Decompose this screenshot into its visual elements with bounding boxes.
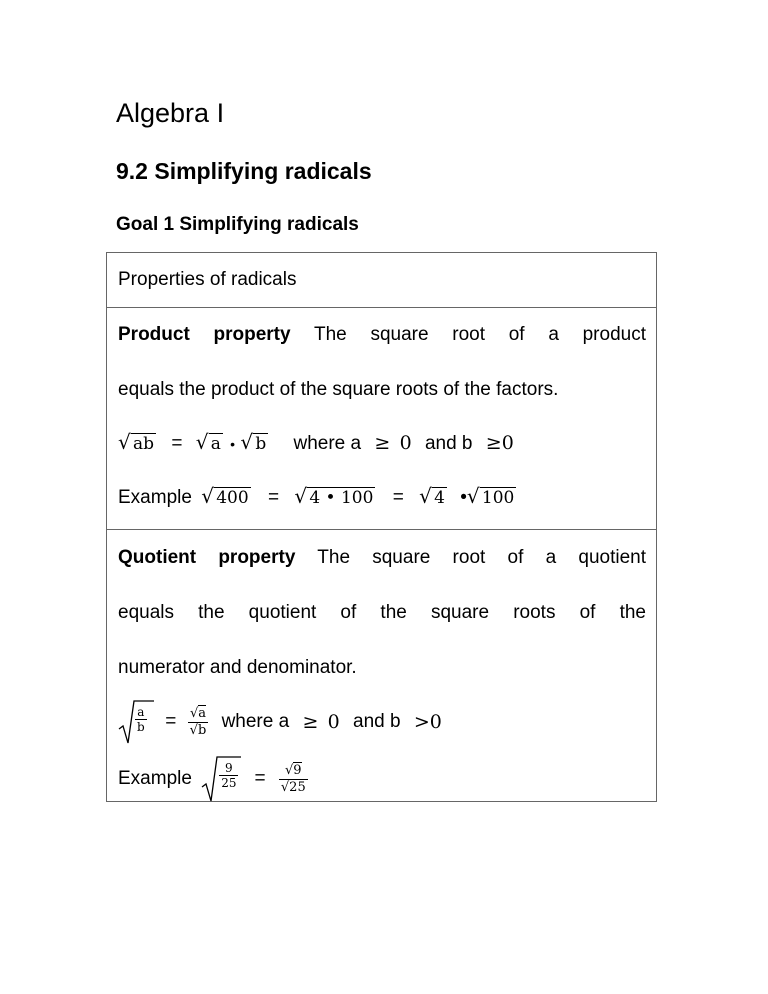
product-desc-line2: equals the product of the square roots of the factors. bbox=[118, 379, 559, 400]
quotient-desc-line2: equals the quotient of the square roots of the bbox=[118, 602, 646, 623]
radical-a: √ a bbox=[195, 430, 221, 454]
radical-4x100: √ 4 • 100 bbox=[294, 484, 374, 508]
quotient-property-cell bbox=[107, 529, 656, 801]
quotient-formula: $\frac{a}{b}$ = $\frac{√a}{√b}$ where a ≥ 0 and b >0 bbox=[118, 699, 442, 745]
quotient-desc-text: The square root of a quotient bbox=[317, 547, 646, 568]
radical-100: √ 100 bbox=[466, 484, 515, 508]
section-title: 9.2 Simplifying radicals bbox=[116, 158, 372, 184]
product-desc-line1 bbox=[118, 324, 646, 346]
radical-b: √ b bbox=[240, 430, 267, 454]
fraction-root9-over-root25: $\frac{√9}{√25}$ bbox=[280, 762, 306, 795]
course-title: Algebra I bbox=[116, 98, 225, 128]
table-header-row bbox=[107, 253, 656, 308]
radical-fraction-9-25: $\frac{9}{25}$ bbox=[201, 755, 241, 803]
product-desc-text: The square root of a product bbox=[313, 324, 646, 345]
product-formula: √ ab = √ a • √ b where a ≥ 0 and b ≥0 bbox=[118, 430, 514, 454]
goal-title: Goal 1 Simplifying radicals bbox=[116, 214, 359, 235]
quotient-desc-line3: numerator and denominator. bbox=[118, 657, 357, 678]
product-property-cell bbox=[107, 307, 656, 530]
radical-fraction-a-b: $\frac{a}{b}$ bbox=[118, 699, 154, 745]
quotient-desc-line1 bbox=[118, 547, 646, 569]
product-example: Example √ 400 = √ 4 • 100 = √ 4 • √ 100 bbox=[118, 484, 515, 508]
properties-table bbox=[106, 252, 657, 802]
radical-400: √ 400 bbox=[201, 484, 249, 508]
radical-4: √ 4 bbox=[419, 484, 445, 508]
quotient-property-name: Quotient property bbox=[118, 547, 296, 568]
product-property-name: Product property bbox=[118, 324, 291, 345]
radical-ab: √ ab bbox=[118, 430, 155, 454]
fraction-root-a-over-root-b: $\frac{√a}{√b}$ bbox=[189, 705, 207, 738]
quotient-example: Example $\frac{9}{25}$ = $\frac{√9}{√25}$ bbox=[118, 755, 308, 803]
table-header: Properties of radicals bbox=[118, 269, 297, 290]
